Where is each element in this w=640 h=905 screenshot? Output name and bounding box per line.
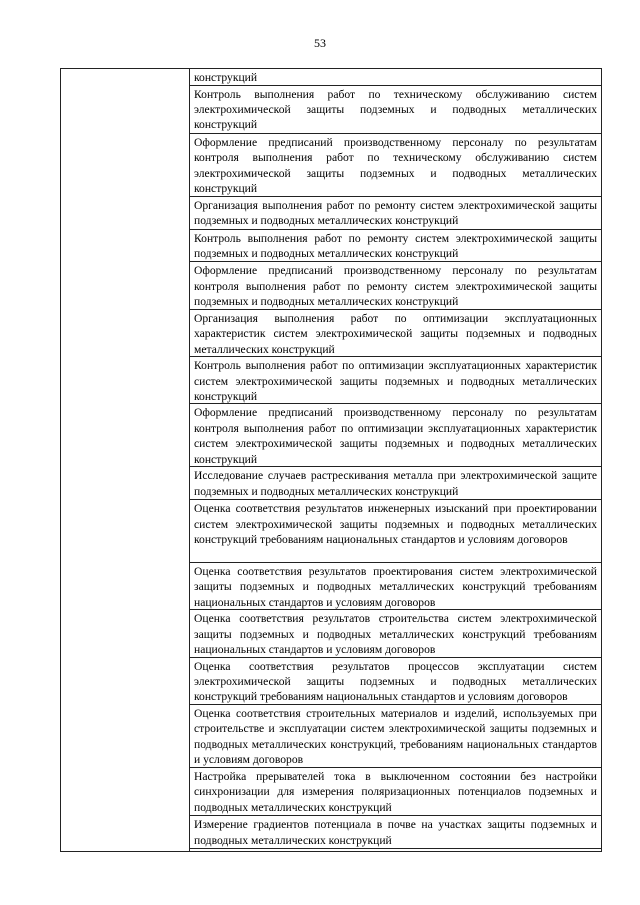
table-row: Контроль выполнения работ по оптимизации эксплуатационных характеристик систем электрохимической защиты подземных и подводных металлических конструкций [190,357,601,404]
table-left-column [61,69,190,852]
table-row: Оценка соответствия строительных материалов и изделий, используемых при строительстве и эксплуатации систем электрохимической защиты подземных и подводных металлических конструкций, требованиям национальных стандартов и условиям договоров [190,705,601,768]
table-row: конструкций [190,69,601,86]
table-row: Оформление предписаний производственному персоналу по результатам контроля выполнения работ по оптимизации эксплуатационных характеристик систем электрохимической защиты подземных и подводных металлических конструкций [190,404,601,467]
table-row: Исследование случаев растрескивания металла при электрохимической защите подземных и подводных металлических конструкций [190,467,601,500]
table-row [190,849,601,851]
table-row: Оценка соответствия результатов строительства систем электрохимической защиты подземных и подводных металлических конструкций требованиям национальных стандартов и условиям договоров [190,610,601,657]
table-row: Оформление предписаний производственному персоналу по результатам контроля выполнения работ по техническому обслуживанию систем электрохимической защиты подземных и подводных металлических конструкций [190,134,601,197]
table-row: Контроль выполнения работ по ремонту систем электрохимической защиты подземных и подводных металлических конструкций [190,230,601,263]
table-row: Организация выполнения работ по оптимизации эксплуатационных характеристик систем электрохимической защиты подземных и подводных металлических конструкций [190,310,601,357]
table-row: Оценка соответствия результатов инженерных изысканий при проектировании систем электрохимической защиты подземных и подводных металлических конструкций требованиям национальных стандартов и условиям договоров [190,500,601,563]
table-row: Измерение градиентов потенциала в почве на участках защиты подземных и подводных металлических конструкций [190,816,601,849]
table-row: Оценка соответствия результатов процессов эксплуатации систем электрохимической защиты подземных и подводных металлических конструкций требованиям национальных стандартов и условиям договоров [190,658,601,705]
page-number: 53 [314,36,326,50]
table-row: Контроль выполнения работ по техническому обслуживанию систем электрохимической защиты подземных и подводных металлических конструкций [190,86,601,134]
table-row: Оценка соответствия результатов проектирования систем электрохимической защиты подземных и подводных металлических конструкций требованиям национальных стандартов и условиям договоров [190,563,601,610]
table-row: Настройка прерывателей тока в выключенном состоянии без настройки синхронизации для измерения поляризационных потенциалов подземных и подводных металлических конструкций [190,768,601,816]
labor-functions-table [60,68,602,852]
table-row: Оформление предписаний производственному персоналу по результатам контроля выполнения работ по ремонту систем электрохимической защиты подземных и подводных металлических конструкций [190,262,601,309]
table-right-column [190,69,602,852]
table-row: Организация выполнения работ по ремонту систем электрохимической защиты подземных и подводных металлических конструкций [190,197,601,230]
